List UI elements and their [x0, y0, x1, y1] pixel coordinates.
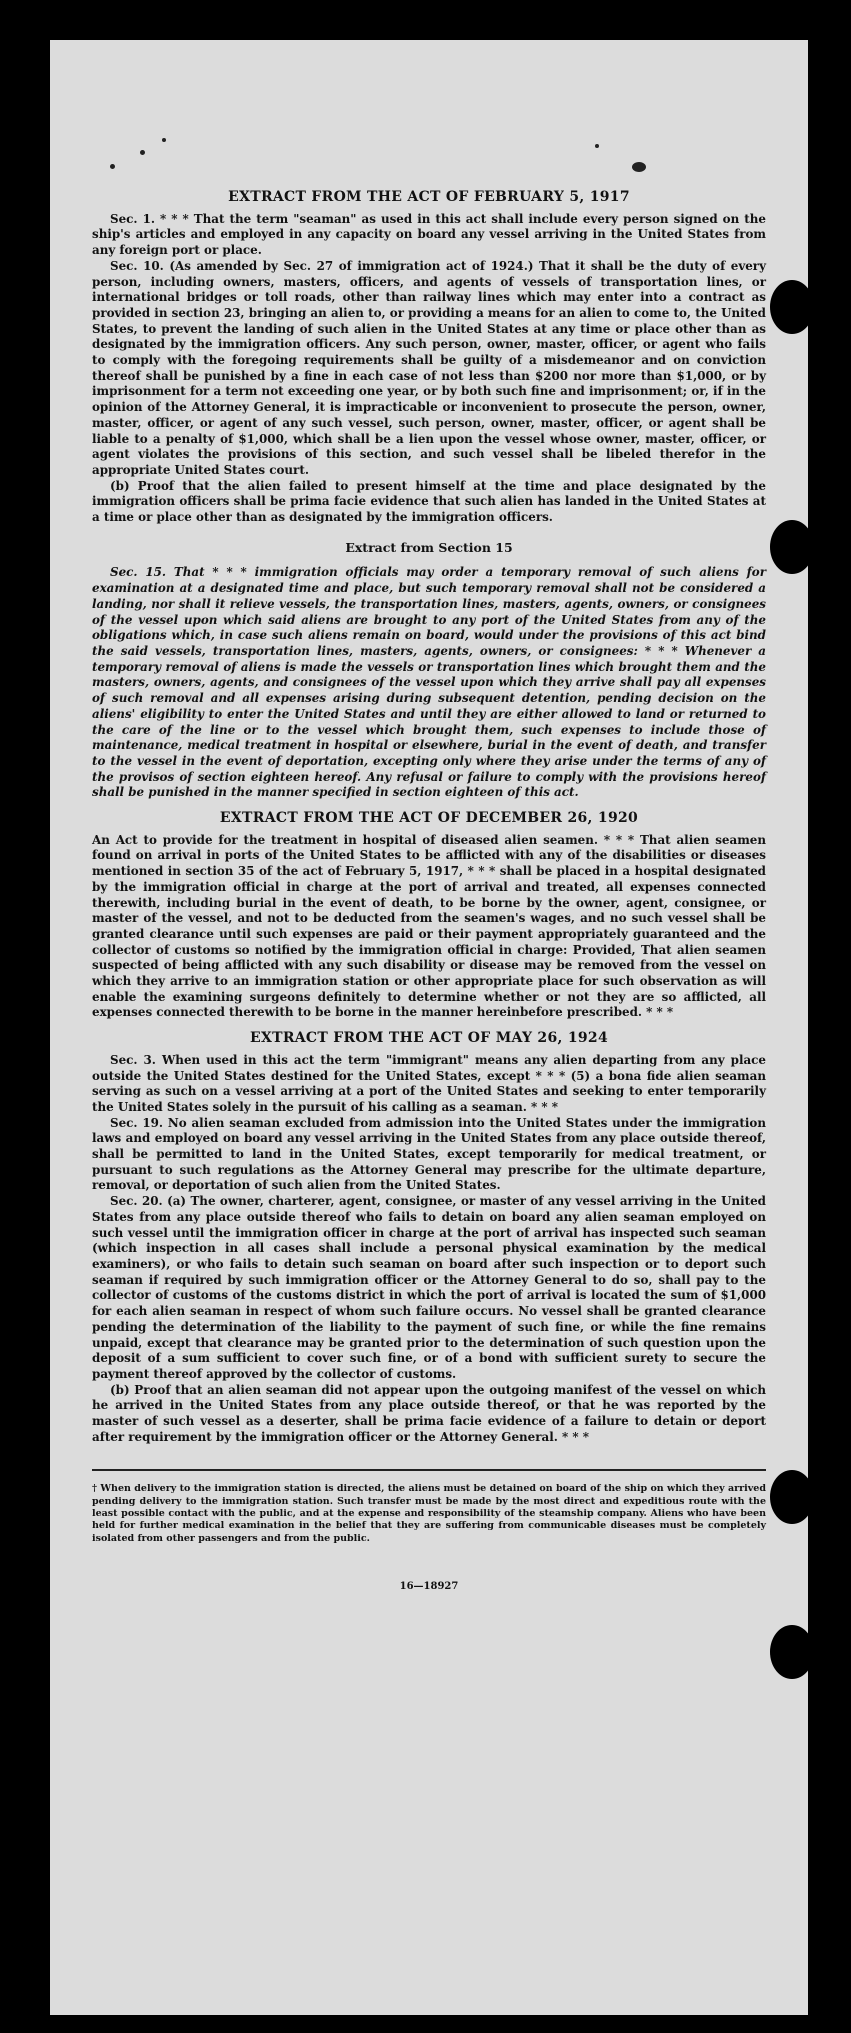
punch-hole	[770, 280, 808, 334]
ink-mark	[110, 164, 115, 169]
paragraph: An Act to provide for the treatment in hospital of diseased alien seamen. * * * That alien seamen found on arrival in ports of the United States to be afflicted with any of the disabilities or diseases mentioned in section 35 of the act of February 5, 1917, * * * shall be placed in a hospital designated by the immigration official in charge at the port of arrival and treated, all expenses connected therewith, including burial in the event of death, to be borne by the owner, agent, consignee, or master of the vessel, and not to be deducted from the seamen's wages, and no such vessel shall be granted clearance until such expenses are paid or their payment appropriately guaranteed and the collector of customs so notified by the immigration official in charge: Provided, That alien seamen suspected of being afflicted with any such disability or disease may be removed from the vessel on which they arrive to an immigration station or other appropriate place for such observation as will enable the examining surgeons definitely to determine whether or not they are so afflicted, all expenses connected therewith to be borne in the manner hereinbefore prescribed. * * *	[92, 832, 766, 1020]
section-heading: Extract from Section 15	[345, 539, 513, 555]
ink-mark	[632, 162, 646, 172]
punch-hole	[770, 520, 808, 574]
paragraph: Sec. 19. No alien seaman excluded from admission into the United States under the immigration laws and employed on board any vessel arriving in the United States from any place outside thereof, shall be permitted to land in the United States, except temporarily for medical treatment, or pursuant to such regulations as the Attorney General may prescribe for the ultimate departure, removal, or deportation of such alien from the United States.	[92, 1115, 766, 1193]
act-1920-section	[92, 811, 766, 1021]
paragraph: Sec. 20. (a) The owner, charterer, agent, consignee, or master of any vessel arriving in the United States from any place outside thereof who fails to detain on board any alien seaman employed on such vessel until the immigration officer in charge at the port of arrival has inspected such seaman (which inspection in all cases shall include a personal physical examination by the medical examiners), or who fails to detain such seaman on board after such inspection or to deport such seaman if required by such immigration officer or the Attorney General to do so, shall pay to the collector of customs of the customs district in which the port of arrival is located the sum of $1,000 for each alien seaman in respect of whom such failure occurs. No vessel shall be granted clearance pending the determination of the liability to the payment of such fine, or while the fine remains unpaid, except that clearance may be granted prior to the determination of such question upon the deposit of a sum sufficient to cover such fine, or of a bond with sufficient surety to secure the payment thereof approved by the collector of customs.	[92, 1194, 766, 1381]
section-15	[92, 540, 766, 801]
ink-mark	[162, 138, 166, 142]
punch-hole	[770, 1470, 808, 1524]
paragraph: Sec. 3. When used in this act the term "immigrant" means any alien departing from any place outside the United States destined for the United States, except * * * (5) a bona fide alien seaman serving as such on a vessel arriving at a port of the United States and seeking to enter temporarily the United States solely in the pursuit of his calling as a seaman. * * *	[92, 1052, 766, 1114]
footnote	[92, 1483, 766, 1544]
divider	[92, 1469, 766, 1471]
section-heading: EXTRACT FROM THE ACT OF MAY 26, 1924	[249, 1030, 609, 1047]
section-heading: EXTRACT FROM THE ACT OF DECEMBER 26, 1920	[219, 810, 639, 827]
document-page	[50, 40, 808, 2015]
section-heading: EXTRACT FROM THE ACT OF FEBRUARY 5, 1917	[228, 189, 630, 205]
ink-mark	[140, 150, 145, 155]
paragraph: Sec. 15. That * * * immigration officials may order a temporary removal of such aliens for examination at a designated time and place, but such temporary removal shall not be considered a landing, nor shall it relieve vessels, the transportation lines, masters, agents, owners, or consignees of the vessel upon which said aliens are brought to any port of the United States from any of the obligations which, in case such aliens remain on board, would under the provisions of this act bind the said vessels, transportation lines, masters, agents, owners, or consignees: * * * Whenever a temporary removal of aliens is made the vessels or transportation lines which brought them and the masters, owners, agents, and consignees of the vessel upon which they arrive shall pay all expenses of such removal and all expenses arising during subsequent detention, pending decision on the aliens' eligibility to enter the United States and until they are either allowed to land or returned to the care of the line or to the vessel which brought them, such expenses to include those of maintenance, medical treatment in hospital or elsewhere, burial in the event of death, and transfer to the vessel in the event of deportation, excepting only where they arise under the terms of any of the provisos of section eighteen hereof. Any refusal or failure to comply with the provisions hereof shall be punished in the manner specified in section eighteen of this act.	[92, 565, 766, 800]
punch-hole	[770, 1625, 808, 1679]
paragraph: Sec. 1. * * * That the term "seaman" as used in this act shall include every person signed on the ship's articles and employed in any capacity on board any vessel arriving in the United States from any foreign port or place.	[92, 211, 766, 258]
act-1917-section	[92, 190, 766, 526]
ink-mark	[595, 144, 599, 148]
paragraph: (b) Proof that an alien seaman did not appear upon the outgoing manifest of the vessel on which he arrived in the United States from any place outside thereof, or that he was reported by the master of such vessel as a deserter, shall be prima facie evidence of a failure to detain or deport after requirement by the immigration officer or the Attorney General. * * *	[92, 1382, 766, 1444]
act-1924-section	[92, 1031, 766, 1445]
paragraph: Sec. 10. (As amended by Sec. 27 of immigration act of 1924.) That it shall be the duty of every person, including owners, masters, officers, and agents of vessels of transportation lines, or international bridges or toll roads, other than railway lines which may enter into a contract as provided in section 23, bringing an alien to, or providing a means for an alien to come to, the United States, to prevent the landing of such alien in the United States at any time or place other than as designated by the immigration officers. Any such person, owner, master, officer, or agent who fails to comply with the foregoing requirements shall be guilty of a misdemeanor and on conviction thereof shall be punished by a fine in each case of not less than $200 nor more than $1,000, or by imprisonment for a term not exceeding one year, or by both such fine and imprisonment; or, if in the opinion of the Attorney General, it is impracticable or inconvenient to prosecute the person, owner, master, officer, or agent of any such vessel, such person, owner, master, officer, or agent shall be liable to a penalty of $1,000, which shall be a lien upon the vessel whose owner, master, officer, or agent violates the provisions of this section, and such vessel shall be libeled therefor in the appropriate United States court.	[92, 258, 766, 477]
print-code: 16—18927	[399, 1580, 459, 1592]
footnote-text: † When delivery to the immigration station is directed, the aliens must be detained on board of the ship on which they arrived pending delivery to the immigration station. Such transfer must be made by the most direct and expeditious route with the least possible contact with the public, and at the expense and responsibility of the steamship company. Aliens who have been held for further medical examination in the belief that they are suffering from communicable diseases must be completely isolated from other passengers and from the public.	[92, 1483, 766, 1544]
paragraph: (b) Proof that the alien failed to present himself at the time and place designated by the immigration officers shall be prima facie evidence that such alien has landed in the United States at a time or place other than as designated by the immigration officers.	[92, 478, 766, 525]
